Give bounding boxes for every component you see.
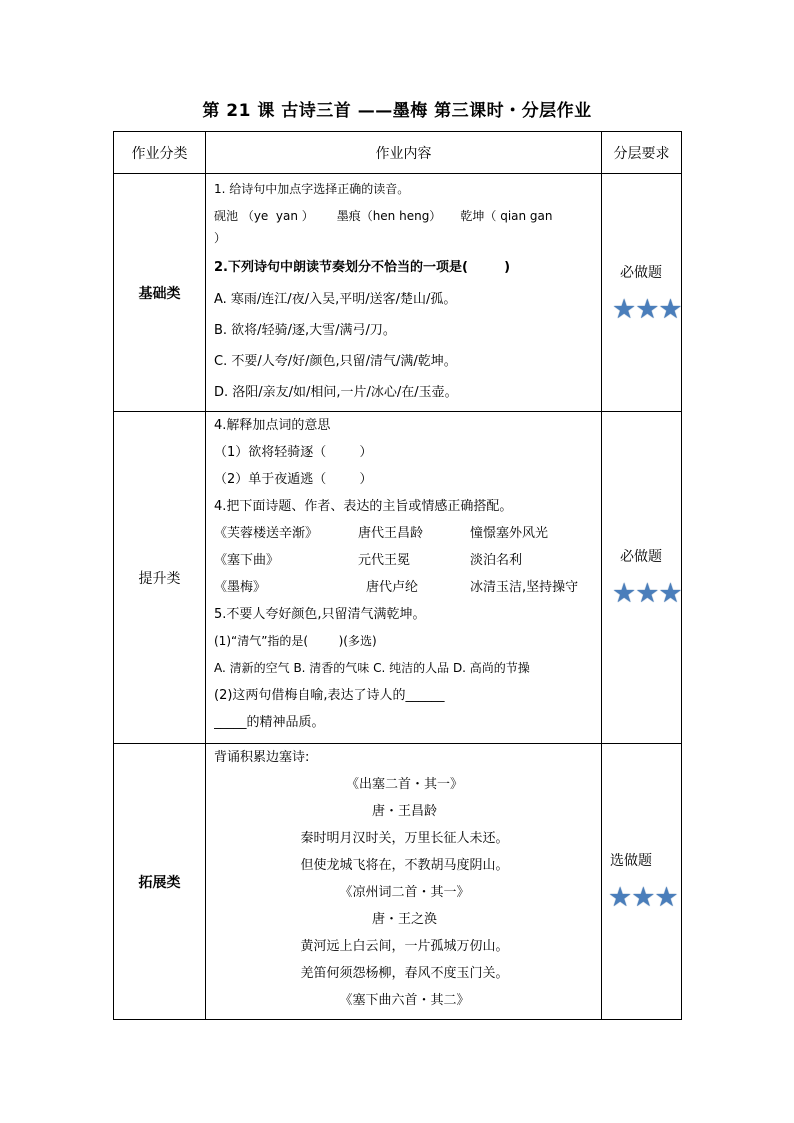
question-4a-2: （2）单于夜遁逃（ ） xyxy=(214,472,373,487)
category-advanced: 提升类 xyxy=(114,412,206,744)
requirement-advanced xyxy=(602,412,682,744)
question-1-options: 砚池 （ye yan ） 墨痕（hen heng） 乾坤（ qian gan xyxy=(214,209,553,223)
question-5: 5.不要人夸好颜色,只留清气满乾坤。 xyxy=(214,607,426,622)
question-1-options-cont: ） xyxy=(214,231,227,245)
category-extension: 拓展类 xyxy=(114,744,206,1020)
question-4a: 4.解释加点词的意思 xyxy=(214,418,331,433)
requirement-label: 选做题 xyxy=(610,853,652,869)
match-row: 《墨梅》 唐代卢纶 冰清玉洁,坚持操守 xyxy=(214,580,579,595)
question-5-1-options: A. 清新的空气 B. 清香的气味 C. 纯洁的人品 D. 高尚的节操 xyxy=(214,661,530,675)
question-2-option-a: A. 寒雨/连江/夜/入吴,平明/送客/楚山/孤。 xyxy=(214,292,457,307)
poem-title: 《凉州词二首・其一》 xyxy=(339,885,470,900)
content-advanced xyxy=(206,412,602,744)
poem-line: 秦时明月汉时关，万里长征人未还。 xyxy=(300,831,509,846)
star-rating-icon: ★★★ xyxy=(608,882,678,913)
question-4b: 4.把下面诗题、作者、表达的主旨或情感正确搭配。 xyxy=(214,499,513,514)
table-row xyxy=(114,412,682,744)
requirement-label: 必做题 xyxy=(620,549,662,565)
poem-author: 唐・王之涣 xyxy=(371,912,437,927)
question-2-option-b: B. 欲将/轻骑/逐,大雪/满弓/刀。 xyxy=(214,323,396,338)
poem-line: 黄河远上白云间，一片孤城万仞山。 xyxy=(300,939,509,954)
requirement-label: 必做题 xyxy=(620,265,662,281)
content-basic xyxy=(206,174,602,412)
requirement-basic xyxy=(602,174,682,412)
table-row xyxy=(114,744,682,1020)
poem-line: 羌笛何须怨杨柳，春风不度玉门关。 xyxy=(300,966,509,981)
poem-author: 唐・王昌龄 xyxy=(371,804,437,819)
category-basic: 基础类 xyxy=(114,174,206,412)
header-row xyxy=(114,132,682,174)
question-5-1: (1)“清气”指的是( )(多选) xyxy=(214,634,377,648)
header-category: 作业分类 xyxy=(114,132,206,174)
star-rating-icon: ★★★ xyxy=(612,294,682,325)
page-title: 第 21 课 古诗三首 ——墨梅 第三课时・分层作业 xyxy=(202,101,592,121)
requirement-extension xyxy=(602,744,682,1020)
table-row xyxy=(114,174,682,412)
poem-line: 但使龙城飞将在，不教胡马度阴山。 xyxy=(300,858,509,873)
star-rating-icon: ★★★ xyxy=(612,578,682,609)
poem-title: 《出塞二首・其一》 xyxy=(345,777,463,792)
question-5-2-cont: _____的精神品质。 xyxy=(214,715,325,730)
header-content: 作业内容 xyxy=(206,132,602,174)
poem-title: 《塞下曲六首・其二》 xyxy=(339,993,470,1008)
question-2: 2.下列诗句中朗读节奏划分不恰当的一项是( ) xyxy=(214,260,511,275)
question-1: 1. 给诗句中加点字选择正确的读音。 xyxy=(214,182,410,196)
match-row: 《芙蓉楼送辛渐》 唐代王昌龄 憧憬塞外风光 xyxy=(214,526,549,541)
header-requirement: 分层要求 xyxy=(602,132,682,174)
question-2-option-d: D. 洛阳/亲友/如/相问,一片/冰心/在/玉壶。 xyxy=(214,385,458,400)
match-row: 《塞下曲》 元代王冕 淡泊名利 xyxy=(214,553,523,568)
homework-table xyxy=(113,131,682,1020)
question-2-option-c: C. 不要/人夸/好/颜色,只留/清气/满/乾坤。 xyxy=(214,354,457,369)
content-extension xyxy=(206,744,602,1020)
question-4a-1: （1）欲将轻骑逐（ ） xyxy=(214,445,373,460)
recite-intro: 背诵积累边塞诗: xyxy=(214,750,310,765)
question-5-2: (2)这两句借梅自喻,表达了诗人的______ xyxy=(214,688,445,703)
